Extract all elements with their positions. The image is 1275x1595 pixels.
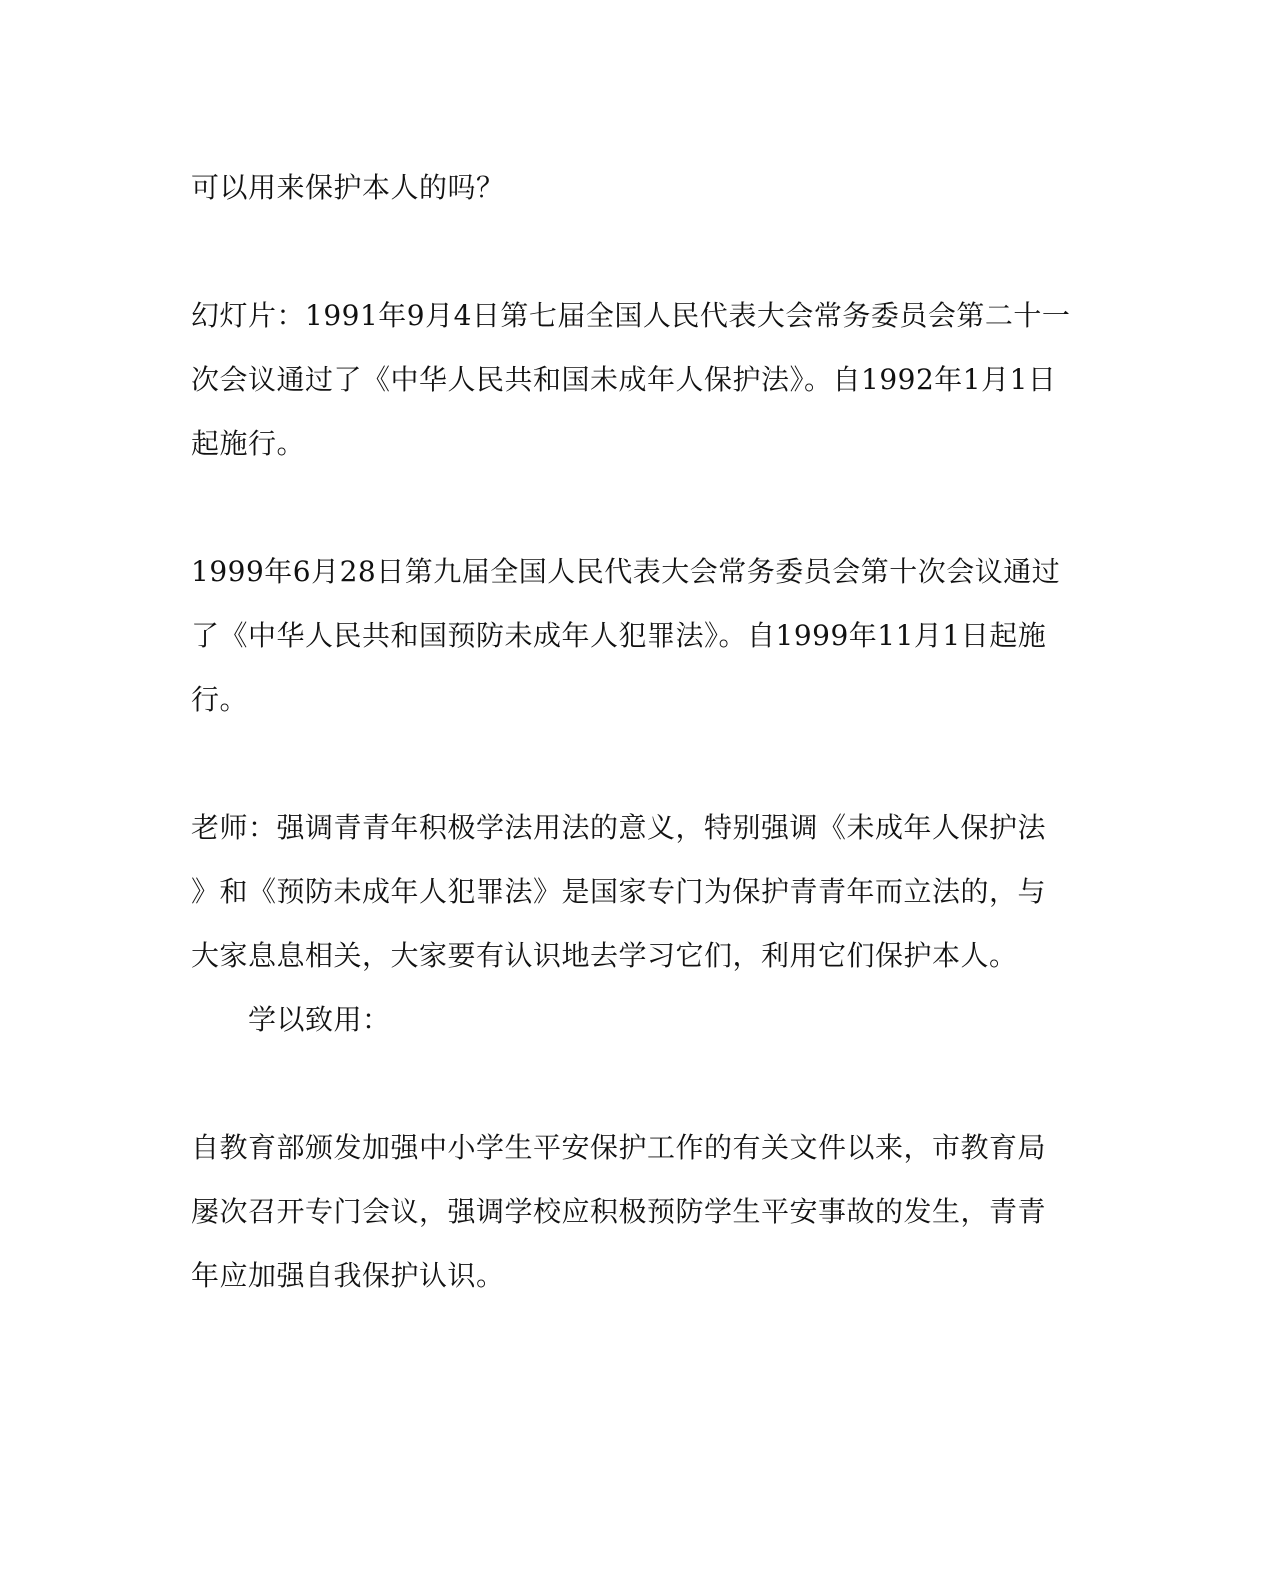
- paragraph-line: 可以用来保护本人的吗？: [191, 171, 505, 204]
- paragraph-line: 1999年6月28日第九届全国人民代表大会常务委员会第十次会议通过: [191, 555, 1061, 588]
- paragraph-line: 起施行。: [191, 427, 306, 460]
- paragraph-line: 行。: [191, 683, 249, 716]
- paragraph-line: 大家息息相关，大家要有认识地去学习它们，利用它们保护本人。: [191, 939, 1018, 972]
- paragraph-line: 老师：强调青青年积极学法用法的意义，特别强调《未成年人保护法: [191, 811, 1047, 844]
- paragraph-line: 自教育部颁发加强中小学生平安保护工作的有关文件以来，市教育局: [191, 1131, 1047, 1164]
- paragraph-line: 幻灯片：1991年9月4日第七届全国人民代表大会常务委员会第二十一: [191, 299, 1071, 332]
- paragraph-line: 次会议通过了《中华人民共和国未成年人保护法》。自1992年1月1日: [191, 363, 1057, 396]
- paragraph-line: 屡次召开专门会议，强调学校应积极预防学生平安事故的发生，青青: [191, 1195, 1047, 1228]
- paragraph-line: 了《中华人民共和国预防未成年人犯罪法》。自1999年11月1日起施: [191, 619, 1047, 652]
- paragraph-line: 年应加强自我保护认识。: [191, 1259, 505, 1292]
- paragraph-line: 》和《预防未成年人犯罪法》是国家专门为保护青青年而立法的，与: [191, 875, 1047, 908]
- section-heading: 学以致用：: [248, 1003, 391, 1036]
